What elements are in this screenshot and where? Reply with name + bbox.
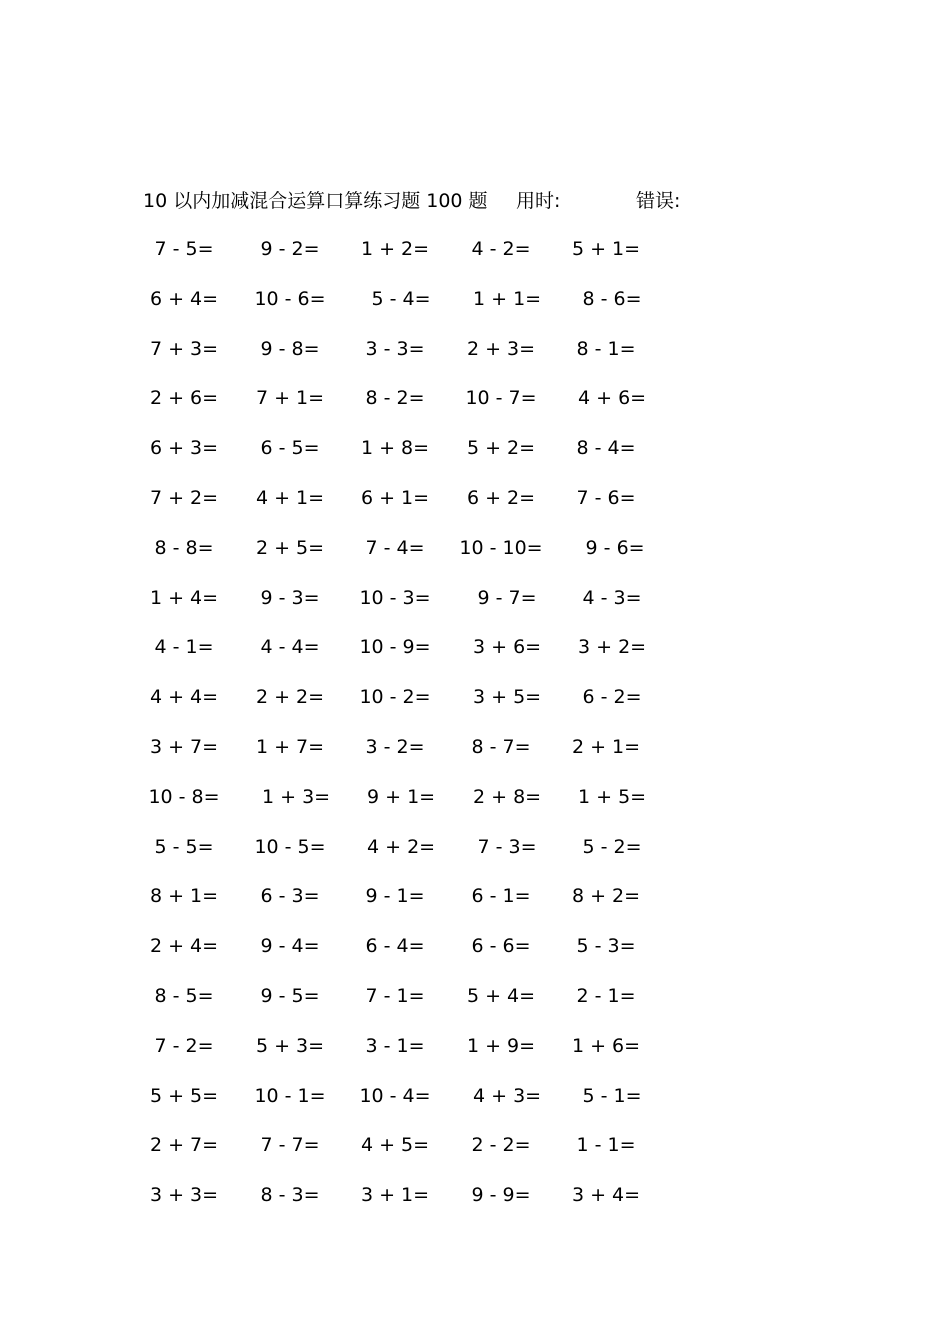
problem: 5 - 2= [570,835,642,858]
problem-row [0,881,950,931]
problem: 7 - 3= [465,835,537,858]
problem: 6 - 6= [471,935,531,958]
problem: 2 + 2= [255,686,325,709]
problem-row [0,533,950,583]
problem: 2 - 1= [576,984,636,1007]
problem: 10 - 10= [459,536,543,559]
problem: 5 - 3= [576,935,636,958]
problem: 1 + 7= [255,735,325,758]
problem: 1 + 5= [565,785,647,808]
problem: 9 - 2= [260,238,320,260]
problem-row [0,433,950,483]
problem: 7 + 1= [255,387,325,410]
problem: 2 + 8= [460,785,542,808]
problem: 9 - 6= [567,536,645,559]
problem: 2 + 3= [466,337,536,360]
problem-row [0,981,950,1031]
problem: 2 + 4= [149,935,219,958]
problem: 7 - 4= [365,536,425,559]
problem: 4 + 5= [360,1134,430,1157]
problem-row [0,1031,950,1081]
worksheet-header [0,186,950,216]
problem: 1 + 1= [460,287,542,310]
problem: 10 - 4= [359,1084,431,1107]
problem: 8 - 7= [471,735,531,758]
problem: 8 + 2= [571,885,641,908]
problem: 9 - 8= [260,337,320,360]
problem: 1 + 3= [249,785,331,808]
problem: 3 + 6= [460,636,542,659]
problem: 3 + 5= [460,686,542,709]
problem-row [0,583,950,633]
problem: 1 + 2= [360,238,430,260]
problem: 4 - 2= [471,238,531,260]
problem: 7 - 2= [154,1034,214,1057]
problem: 4 + 2= [354,835,436,858]
problem: 5 + 2= [466,437,536,460]
problem: 1 - 1= [576,1134,636,1157]
problem: 9 + 1= [354,785,436,808]
problem: 7 + 2= [149,486,219,509]
problem: 3 + 2= [565,636,647,659]
problem: 8 - 1= [576,337,636,360]
problem: 1 + 4= [149,586,219,609]
problem-row [0,334,950,384]
problem: 8 - 6= [570,287,642,310]
problem: 10 - 7= [465,387,537,410]
problem: 1 + 6= [571,1034,641,1057]
problem: 2 - 2= [471,1134,531,1157]
errors-label: 错误: [636,190,681,212]
problem: 10 - 8= [148,785,220,808]
problem-row [0,732,950,782]
problem: 4 + 1= [255,486,325,509]
problem-row [0,1130,950,1180]
problem: 1 + 8= [360,437,430,460]
problem-row [0,632,950,682]
problem: 2 + 1= [571,735,641,758]
problem: 3 + 7= [149,735,219,758]
problem: 8 - 2= [365,387,425,410]
problem: 6 + 1= [360,486,430,509]
problem: 7 + 3= [149,337,219,360]
problem: 8 - 8= [154,536,214,559]
problem: 5 + 3= [255,1034,325,1057]
problem-row [0,1081,950,1131]
problem-row [0,832,950,882]
problem: 5 + 1= [571,238,641,260]
problem: 8 + 1= [149,885,219,908]
problem-row [0,483,950,533]
problem: 5 - 1= [570,1084,642,1107]
problem: 10 - 2= [359,686,431,709]
problem-row [0,682,950,732]
problem-row [0,284,950,334]
problem-row [0,383,950,433]
problem: 5 - 5= [154,835,214,858]
problem: 6 + 4= [149,287,219,310]
problem: 6 - 3= [260,885,320,908]
problem: 3 + 1= [360,1184,430,1207]
problem: 6 + 2= [466,486,536,509]
problem: 2 + 5= [255,536,325,559]
problem: 6 - 4= [365,935,425,958]
problem: 5 + 5= [149,1084,219,1107]
problem: 4 + 3= [460,1084,542,1107]
problem: 9 - 1= [365,885,425,908]
problem: 6 - 2= [570,686,642,709]
problem-row [0,931,950,981]
problem: 9 - 4= [260,935,320,958]
problem: 5 + 4= [466,984,536,1007]
problem: 9 - 5= [260,984,320,1007]
problem: 6 + 3= [149,437,219,460]
problem: 10 - 5= [254,835,326,858]
problem: 4 - 1= [154,636,214,659]
problem: 6 - 5= [260,437,320,460]
problem: 5 - 4= [359,287,431,310]
problem: 9 - 7= [465,586,537,609]
problem: 9 - 9= [471,1184,531,1207]
problem: 3 + 3= [149,1184,219,1207]
problem: 4 + 6= [565,387,647,410]
problem: 3 - 3= [365,337,425,360]
problem-row [0,1180,950,1230]
problem-row [0,234,950,284]
problem: 6 - 1= [471,885,531,908]
problem: 2 + 7= [149,1134,219,1157]
problem: 2 + 6= [149,387,219,410]
problem: 9 - 3= [260,586,320,609]
problem: 10 - 1= [254,1084,326,1107]
problem: 4 - 4= [260,636,320,659]
problem: 10 - 6= [254,287,326,310]
problem-row [0,782,950,832]
problem: 7 - 7= [260,1134,320,1157]
worksheet-title: 10 以内加减混合运算口算练习题 100 题 [143,190,488,212]
time-used-label: 用时: [516,190,561,212]
problem: 10 - 9= [359,636,431,659]
problem: 3 + 4= [571,1184,641,1207]
problem: 8 - 3= [260,1184,320,1207]
problem: 1 + 9= [466,1034,536,1057]
problem: 7 - 1= [365,984,425,1007]
problem-grid [0,234,950,1230]
problem: 3 - 1= [365,1034,425,1057]
problem: 4 + 4= [149,686,219,709]
problem: 10 - 3= [359,586,431,609]
problem: 7 - 5= [154,238,214,260]
problem: 8 - 4= [576,437,636,460]
problem: 3 - 2= [365,735,425,758]
problem: 8 - 5= [154,984,214,1007]
problem: 7 - 6= [576,486,636,509]
problem: 4 - 3= [570,586,642,609]
